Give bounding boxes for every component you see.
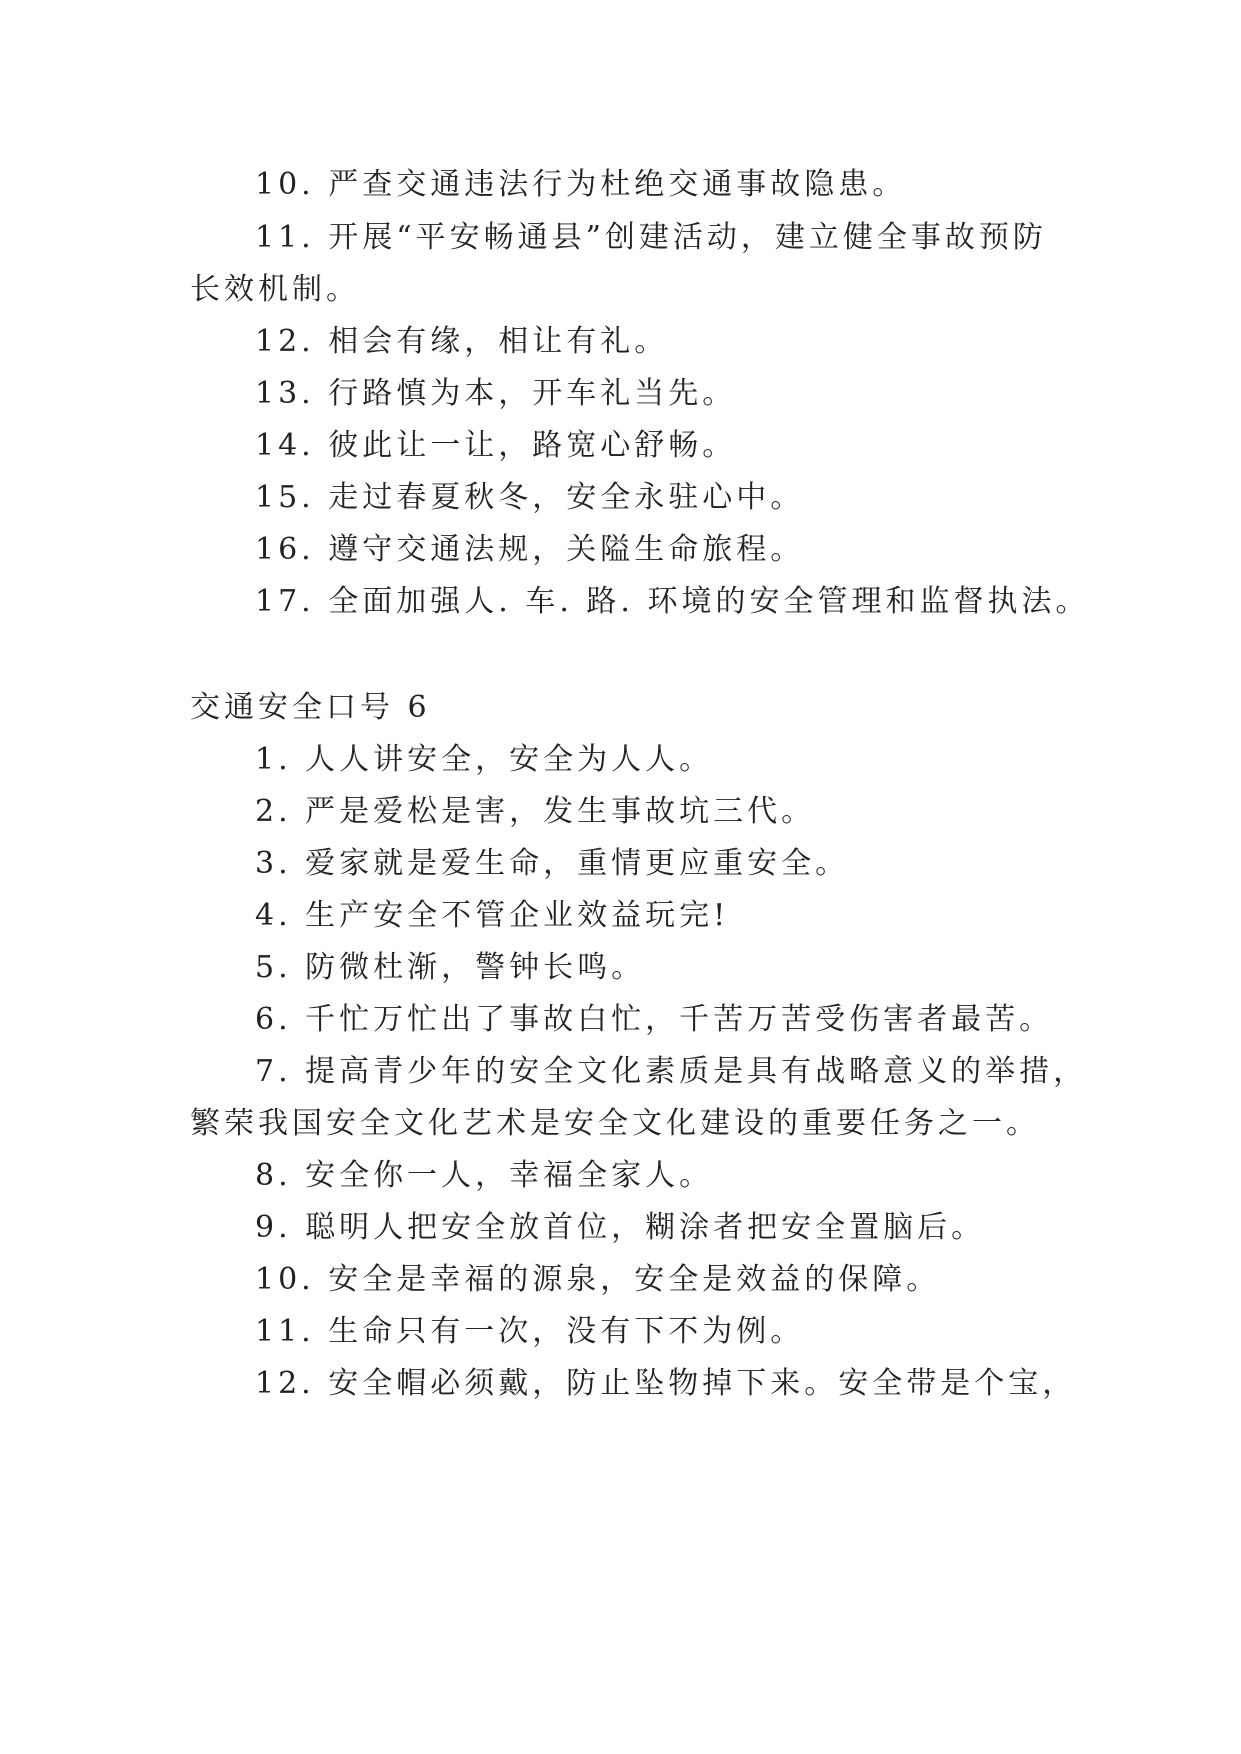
slogan-line: 14. 彼此让一让，路宽心舒畅。 <box>255 428 737 463</box>
slogan-line: 12. 相会有缘，相让有礼。 <box>255 324 669 359</box>
slogan-line: 11. 开展“平安畅通县”创建活动，建立健全事故预防 <box>255 220 1047 255</box>
slogan-line: 17. 全面加强人. 车. 路. 环境的安全管理和监督执法。 <box>255 584 1090 619</box>
slogan-line: 4. 生产安全不管企业效益玩完! <box>255 898 730 933</box>
slogan-line: 2. 严是爱松是害，发生事故坑三代。 <box>255 794 816 829</box>
slogan-line: 10. 严查交通违法行为杜绝交通事故隐患。 <box>255 167 907 202</box>
slogan-line: 13. 行路慎为本，开车礼当先。 <box>255 376 737 411</box>
slogan-line: 7. 提高青少年的安全文化素质是具有战略意义的举措， <box>255 1054 1088 1089</box>
slogan-line: 6. 千忙万忙出了事故白忙，千苦万苦受伤害者最苦。 <box>255 1002 1054 1037</box>
slogan-line: 16. 遵守交通法规，关隘生命旅程。 <box>255 532 805 567</box>
slogan-line: 3. 爱家就是爱生命，重情更应重安全。 <box>255 846 850 881</box>
slogan-line-continuation: 长效机制。 <box>190 272 360 307</box>
slogan-line: 10. 安全是幸福的源泉，安全是效益的保障。 <box>255 1262 941 1297</box>
slogan-line: 8. 安全你一人，幸福全家人。 <box>255 1158 714 1193</box>
slogan-line: 15. 走过春夏秋冬，安全永驻心中。 <box>255 480 805 515</box>
slogan-line-continuation: 繁荣我国安全文化艺术是安全文化建设的重要任务之一。 <box>190 1106 1040 1141</box>
slogan-line: 11. 生命只有一次，没有下不为例。 <box>255 1314 805 1349</box>
slogan-line: 9. 聪明人把安全放首位，糊涂者把安全置脑后。 <box>255 1210 986 1245</box>
slogan-line: 1. 人人讲安全，安全为人人。 <box>255 742 714 777</box>
slogan-line: 12. 安全帽必须戴，防止坠物掉下来。安全带是个宝， <box>255 1366 1077 1401</box>
slogan-line: 5. 防微杜渐，警钟长鸣。 <box>255 950 646 985</box>
section-heading: 交通安全口号 6 <box>190 690 431 725</box>
